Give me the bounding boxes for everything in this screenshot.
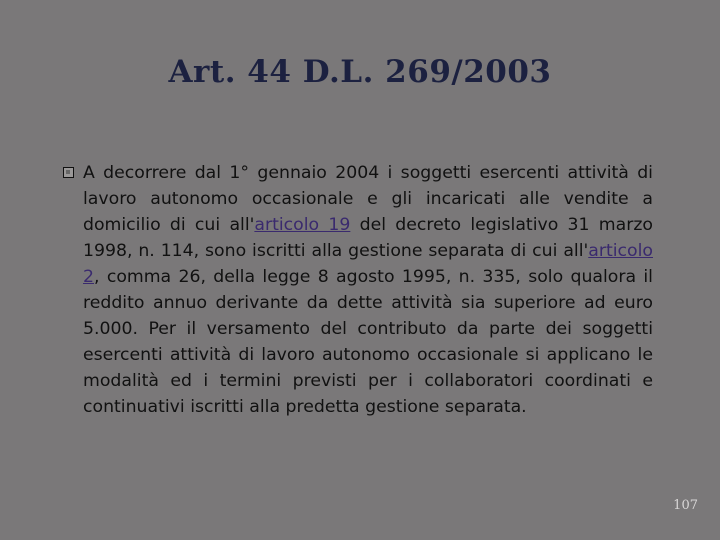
article-2-link[interactable]: articolo 2: [83, 241, 653, 287]
bullet-text: [83, 160, 653, 420]
square-bullet-icon: [63, 167, 74, 178]
page-number: 107: [673, 498, 698, 513]
slide-title: Art. 44 D.L. 269/2003: [168, 54, 552, 90]
article-19-link[interactable]: articolo 19: [254, 215, 351, 235]
bullet-text-part: , comma 26, della legge 8 agosto 1995, n. 335, solo qualora il reddito annuo derivante da dette attività sia superiore ad euro 5.000. Per il versamento del contributo da parte dei soggetti esercenti attività di lavoro autonomo occasionale si applicano le modalità ed i termini previsti per i collaboratori coordinati e continuativi iscritti alla predetta gestione separata.: [83, 267, 653, 417]
bullet-text-part: A decorrere dal 1° gennaio 2004 i soggetti esercenti attività di lavoro autonomo occasionale e gli incaricati alle vendite a domicilio di cui all': [83, 163, 653, 235]
bullet-text-part: del decreto legislativo 31 marzo 1998, n. 114, sono iscritti alla gestione separata di cui all': [83, 215, 653, 261]
